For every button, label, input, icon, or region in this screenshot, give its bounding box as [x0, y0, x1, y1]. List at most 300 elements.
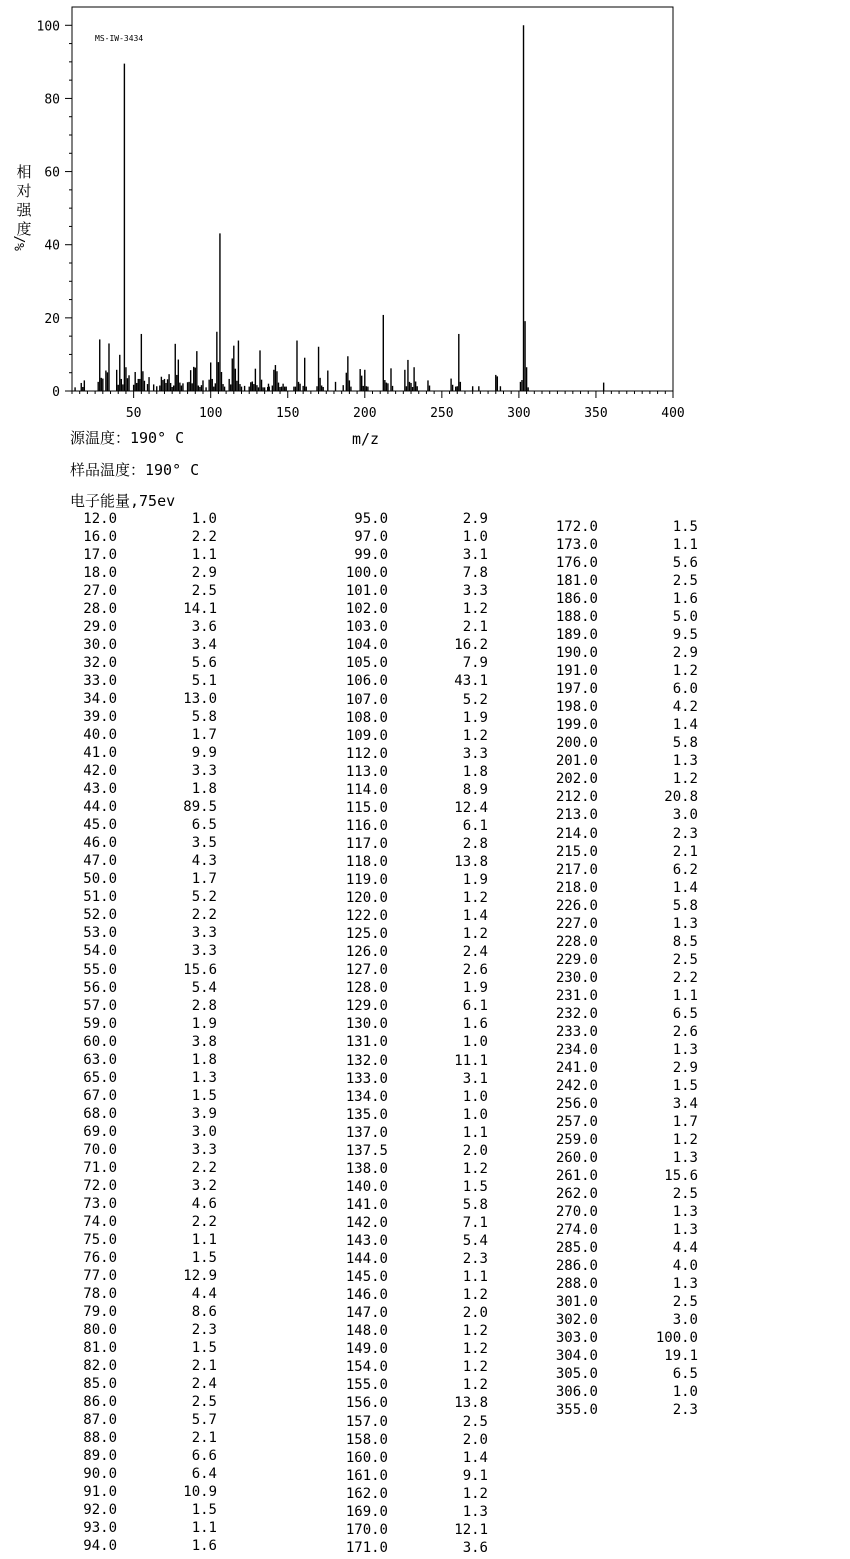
peak-mz: 218.0 — [555, 879, 598, 896]
peak-mz: 97.0 — [354, 529, 388, 546]
peak-row — [0, 1023, 850, 1041]
peak-row — [0, 1041, 850, 1059]
peak-row — [0, 825, 850, 843]
plot-frame — [72, 7, 673, 391]
peak-mz: 116.0 — [345, 817, 388, 834]
peak-mz: 52.0 — [83, 907, 117, 924]
peak-mz: 119.0 — [345, 872, 388, 888]
peak-intensity: 2.9 — [462, 511, 488, 527]
peak-intensity: 5.8 — [191, 709, 217, 726]
peak-intensity: 2.2 — [191, 1213, 217, 1230]
peak-mz: 257.0 — [555, 1113, 598, 1130]
peak-mz: 99.0 — [354, 547, 388, 564]
peak-intensity: 2.5 — [462, 1413, 488, 1430]
peak-row — [0, 644, 850, 662]
peak-mz: 16.0 — [83, 529, 117, 546]
peak-row — [0, 1503, 850, 1521]
peak-row — [0, 1275, 850, 1293]
peak-mz: 91.0 — [83, 1484, 117, 1501]
peak-mz: 173.0 — [555, 537, 598, 554]
peak-mz: 85.0 — [83, 1375, 117, 1392]
peak-mz: 115.0 — [345, 799, 388, 816]
peak-mz: 78.0 — [83, 1285, 117, 1302]
peak-intensity: 1.3 — [672, 1204, 698, 1221]
peak-intensity: 1.2 — [462, 601, 488, 618]
peak-mz: 146.0 — [345, 1287, 388, 1304]
peak-mz: 233.0 — [555, 1023, 598, 1040]
peak-mz: 126.0 — [345, 944, 388, 961]
peak-intensity: 1.5 — [462, 1178, 488, 1195]
peak-intensity: 5.4 — [462, 1233, 488, 1249]
peak-mz: 122.0 — [345, 908, 388, 925]
peak-intensity: 1.1 — [191, 1520, 217, 1537]
peak-intensity: 4.2 — [672, 699, 698, 716]
peak-mz: 147.0 — [345, 1305, 388, 1322]
peak-mz: 305.0 — [555, 1366, 598, 1383]
peak-mz: 144.0 — [345, 1251, 388, 1268]
peak-intensity: 1.2 — [672, 663, 698, 680]
peak-row — [0, 969, 850, 987]
peak-mz: 241.0 — [555, 1059, 598, 1076]
peak-mz: 143.0 — [345, 1233, 388, 1249]
peak-intensity: 6.1 — [462, 817, 488, 834]
peak-intensity: 1.7 — [672, 1113, 698, 1130]
peak-row — [0, 662, 850, 680]
y-tick-label: 80 — [44, 92, 60, 108]
peak-mz: 125.0 — [345, 926, 388, 943]
peak-mz: 70.0 — [83, 1141, 117, 1158]
peak-mz: 231.0 — [555, 987, 598, 1004]
peak-mz: 89.0 — [83, 1448, 117, 1465]
peak-intensity: 3.1 — [462, 1070, 488, 1087]
peak-intensity: 2.3 — [672, 1402, 698, 1419]
peak-intensity: 3.6 — [191, 619, 217, 636]
peak-row — [0, 1167, 850, 1185]
peak-row — [0, 698, 850, 716]
peak-intensity: 4.3 — [191, 853, 217, 870]
peak-row — [0, 554, 850, 572]
peak-row — [0, 1521, 850, 1539]
peak-intensity: 2.0 — [462, 1305, 488, 1322]
peak-intensity: 1.2 — [462, 890, 488, 907]
peak-intensity: 2.5 — [672, 1186, 698, 1203]
mass-spectrum-chart — [0, 0, 850, 455]
peak-mz: 234.0 — [555, 1041, 598, 1058]
peak-intensity: 1.0 — [462, 529, 488, 546]
peak-mz: 86.0 — [83, 1393, 117, 1410]
peak-intensity: 14.1 — [183, 601, 217, 618]
peak-mz: 301.0 — [555, 1294, 598, 1311]
peak-mz: 286.0 — [555, 1258, 598, 1275]
peak-mz: 112.0 — [345, 745, 388, 762]
peak-mz: 113.0 — [345, 763, 388, 780]
peak-intensity: 1.6 — [191, 1538, 217, 1555]
peak-intensity: 1.5 — [191, 1339, 217, 1356]
peak-intensity: 2.0 — [462, 1142, 488, 1159]
peak-mz: 197.0 — [555, 681, 598, 698]
peak-mz: 41.0 — [83, 745, 117, 762]
peak-row — [0, 1221, 850, 1239]
peak-mz: 128.0 — [345, 980, 388, 997]
peak-intensity: 5.8 — [672, 897, 698, 914]
peak-mz: 137.0 — [345, 1124, 388, 1141]
peak-mz: 259.0 — [555, 1132, 598, 1149]
electron-energy: 电子能量,75ev — [70, 492, 176, 510]
peak-mz: 30.0 — [83, 637, 117, 654]
peak-intensity: 1.6 — [462, 1016, 488, 1033]
peak-intensity: 5.8 — [462, 1196, 488, 1213]
peak-mz: 129.0 — [345, 998, 388, 1015]
peak-mz: 306.0 — [555, 1384, 598, 1401]
peak-row — [0, 788, 850, 806]
peak-mz: 198.0 — [555, 699, 598, 716]
peak-mz: 40.0 — [83, 727, 117, 744]
peak-intensity: 89.5 — [183, 799, 217, 816]
peak-intensity: 1.8 — [462, 763, 488, 780]
peak-intensity: 3.1 — [462, 547, 488, 564]
peak-mz: 302.0 — [555, 1312, 598, 1329]
peak-mz: 149.0 — [345, 1341, 388, 1358]
peak-intensity: 1.1 — [191, 1231, 217, 1248]
peak-mz: 127.0 — [345, 962, 388, 979]
x-tick-label: 300 — [507, 406, 531, 421]
peak-intensity: 1.4 — [462, 1449, 488, 1466]
peak-mz: 65.0 — [83, 1069, 117, 1086]
peak-intensity: 1.3 — [672, 915, 698, 932]
peak-intensity: 1.9 — [462, 872, 488, 888]
y-tick-label: 0 — [52, 385, 60, 400]
peak-intensity: 13.8 — [454, 1395, 488, 1412]
peak-mz: 100.0 — [345, 565, 388, 582]
peak-mz: 103.0 — [345, 619, 388, 636]
peak-mz: 44.0 — [83, 799, 117, 816]
peak-mz: 161.0 — [345, 1467, 388, 1484]
peak-intensity: 6.6 — [191, 1448, 217, 1465]
peak-row — [0, 915, 850, 933]
peak-intensity: 3.3 — [191, 1141, 217, 1158]
peak-intensity: 2.3 — [462, 1251, 488, 1268]
peak-intensity: 6.0 — [672, 681, 698, 698]
peak-intensity: 1.5 — [191, 1502, 217, 1519]
peak-mz: 213.0 — [555, 807, 598, 824]
peak-mz: 170.0 — [345, 1521, 388, 1538]
peak-mz: 229.0 — [555, 951, 598, 968]
peak-intensity: 9.9 — [191, 745, 217, 762]
peak-mz: 76.0 — [83, 1249, 117, 1266]
peak-intensity: 2.9 — [672, 645, 698, 662]
peak-mz: 90.0 — [83, 1466, 117, 1483]
peak-mz: 135.0 — [345, 1106, 388, 1123]
peak-intensity: 3.8 — [191, 1033, 217, 1050]
peak-intensity: 2.8 — [462, 835, 488, 852]
peak-mz: 169.0 — [345, 1503, 388, 1520]
peak-mz: 79.0 — [83, 1303, 117, 1320]
peak-intensity: 3.9 — [191, 1105, 217, 1122]
peak-intensity: 2.5 — [191, 583, 217, 600]
peak-row — [0, 1449, 850, 1467]
peak-mz: 212.0 — [555, 789, 598, 806]
peak-intensity: 7.9 — [462, 655, 488, 672]
peak-intensity: 3.4 — [672, 1095, 698, 1112]
peak-mz: 141.0 — [345, 1196, 388, 1213]
peak-intensity: 5.8 — [672, 735, 698, 752]
peak-mz: 74.0 — [83, 1213, 117, 1230]
peak-mz: 186.0 — [555, 591, 598, 608]
peak-intensity: 3.3 — [191, 943, 217, 960]
peak-row — [0, 680, 850, 698]
peak-mz: 226.0 — [555, 897, 598, 914]
peak-intensity: 7.1 — [462, 1214, 488, 1231]
peak-row — [0, 879, 850, 897]
peak-intensity: 2.1 — [462, 619, 488, 636]
x-tick-label: 150 — [276, 406, 300, 421]
tick-labels — [37, 19, 685, 421]
peak-row — [0, 806, 850, 824]
peak-row — [0, 590, 850, 608]
peak-intensity: 13.8 — [454, 853, 488, 870]
x-tick-label: 250 — [430, 406, 454, 421]
peak-row — [0, 1239, 850, 1257]
source-temperature: 源温度：190° C — [70, 429, 185, 447]
peak-row — [0, 1149, 850, 1167]
peak-intensity: 2.8 — [191, 997, 217, 1014]
peak-intensity: 1.5 — [191, 1249, 217, 1266]
peak-mz: 28.0 — [83, 601, 117, 618]
peak-intensity: 4.4 — [672, 1240, 698, 1257]
peak-mz: 130.0 — [345, 1016, 388, 1033]
peak-intensity: 5.2 — [191, 889, 217, 906]
peak-intensity: 2.2 — [191, 907, 217, 924]
peak-mz: 190.0 — [555, 645, 598, 662]
peak-row — [0, 1113, 850, 1131]
peak-mz: 32.0 — [83, 655, 117, 672]
y-axis-label-char: 度 — [16, 220, 32, 238]
peak-mz: 29.0 — [83, 619, 117, 636]
peak-mz: 304.0 — [555, 1348, 598, 1365]
peak-intensity: 1.0 — [462, 1106, 488, 1123]
peak-intensity: 43.1 — [454, 673, 488, 690]
peak-intensity: 6.4 — [191, 1466, 217, 1483]
peak-intensity: 2.9 — [672, 1059, 698, 1076]
peak-mz: 54.0 — [83, 943, 117, 960]
peak-row — [0, 1311, 850, 1329]
peak-intensity: 8.6 — [191, 1303, 217, 1320]
peak-mz: 60.0 — [83, 1033, 117, 1050]
peak-intensity: 1.0 — [191, 511, 217, 527]
peak-intensity: 2.3 — [191, 1321, 217, 1338]
peak-intensity: 5.4 — [191, 979, 217, 996]
peak-mz: 145.0 — [345, 1269, 388, 1286]
peak-mz: 106.0 — [345, 673, 388, 690]
peak-mz: 69.0 — [83, 1123, 117, 1140]
peak-mz: 228.0 — [555, 933, 598, 950]
peak-row — [0, 536, 850, 554]
peak-row — [0, 626, 850, 644]
peak-mz: 114.0 — [345, 781, 388, 798]
peak-intensity: 1.2 — [462, 1377, 488, 1394]
peak-mz: 191.0 — [555, 663, 598, 680]
peak-intensity: 3.0 — [191, 1123, 217, 1140]
peak-intensity: 5.0 — [672, 609, 698, 626]
peak-row — [0, 933, 850, 951]
peak-row — [0, 770, 850, 788]
peak-mz: 12.0 — [83, 511, 117, 527]
peak-mz: 80.0 — [83, 1321, 117, 1338]
peak-mz: 140.0 — [345, 1178, 388, 1195]
peak-row — [0, 1431, 850, 1449]
peak-row — [0, 1203, 850, 1221]
peak-mz: 18.0 — [83, 565, 117, 582]
peak-mz: 274.0 — [555, 1222, 598, 1239]
peak-mz: 214.0 — [555, 825, 598, 842]
peak-mz: 232.0 — [555, 1005, 598, 1022]
peak-row — [0, 1467, 850, 1485]
peak-intensity: 1.3 — [672, 753, 698, 770]
peak-intensity: 6.5 — [672, 1005, 698, 1022]
peak-mz: 200.0 — [555, 735, 598, 752]
peak-intensity: 2.1 — [191, 1430, 217, 1447]
peak-mz: 104.0 — [345, 637, 388, 654]
peak-intensity: 1.2 — [462, 1485, 488, 1502]
peak-intensity: 6.2 — [672, 861, 698, 878]
peak-intensity: 1.3 — [462, 1503, 488, 1520]
peak-mz: 63.0 — [83, 1051, 117, 1068]
peak-row — [0, 734, 850, 752]
peak-intensity: 1.5 — [672, 1077, 698, 1094]
peak-intensity: 1.9 — [191, 1015, 217, 1032]
peak-intensity: 3.0 — [672, 1312, 698, 1329]
peak-intensity: 2.1 — [672, 843, 698, 860]
peak-mz: 39.0 — [83, 709, 117, 726]
peak-intensity: 3.3 — [191, 763, 217, 780]
peak-intensity: 3.3 — [462, 745, 488, 762]
peak-intensity: 3.4 — [191, 637, 217, 654]
peak-intensity: 1.2 — [462, 1341, 488, 1358]
peak-intensity: 6.5 — [191, 817, 217, 834]
peak-intensity: 1.6 — [672, 591, 698, 608]
peak-mz: 138.0 — [345, 1160, 388, 1177]
peak-mz: 87.0 — [83, 1412, 117, 1428]
peak-mz: 120.0 — [345, 890, 388, 907]
peak-mz: 201.0 — [555, 753, 598, 770]
peak-mz: 262.0 — [555, 1186, 598, 1203]
peak-intensity: 12.9 — [183, 1267, 217, 1284]
peak-mz: 260.0 — [555, 1150, 598, 1167]
peak-intensity: 12.1 — [454, 1521, 488, 1538]
peak-intensity: 1.4 — [672, 717, 698, 734]
peak-mz: 17.0 — [83, 547, 117, 564]
peak-mz: 45.0 — [83, 817, 117, 834]
peak-row — [0, 861, 850, 879]
peak-intensity: 1.1 — [462, 1269, 488, 1286]
peak-intensity: 8.5 — [672, 933, 698, 950]
peak-mz: 71.0 — [83, 1159, 117, 1176]
axis-ticks — [65, 25, 673, 398]
peak-mz: 132.0 — [345, 1052, 388, 1069]
peak-intensity: 1.3 — [672, 1041, 698, 1058]
peak-intensity: 3.0 — [672, 807, 698, 824]
peak-mz: 55.0 — [83, 961, 117, 978]
peak-intensity: 19.1 — [664, 1348, 698, 1365]
peak-mz: 43.0 — [83, 781, 117, 798]
peak-mz: 158.0 — [345, 1431, 388, 1448]
peak-mz: 176.0 — [555, 555, 598, 572]
peak-intensity: 15.6 — [183, 961, 217, 978]
peak-row — [0, 1347, 850, 1365]
peak-mz: 93.0 — [83, 1520, 117, 1537]
peak-mz: 288.0 — [555, 1276, 598, 1293]
peak-intensity: 4.0 — [672, 1258, 698, 1275]
peak-intensity: 4.4 — [191, 1285, 217, 1302]
peak-intensity: 5.2 — [462, 691, 488, 708]
peak-mz: 92.0 — [83, 1502, 117, 1519]
peak-intensity: 3.6 — [462, 1539, 488, 1556]
y-axis-label — [13, 163, 32, 251]
peak-intensity: 1.3 — [672, 1276, 698, 1293]
peak-intensity: 1.4 — [462, 908, 488, 925]
peak-intensity: 1.0 — [462, 1034, 488, 1051]
peak-intensity: 6.1 — [462, 998, 488, 1015]
peak-mz: 101.0 — [345, 583, 388, 600]
peak-mz: 285.0 — [555, 1240, 598, 1257]
peak-mz: 157.0 — [345, 1413, 388, 1430]
peak-row — [0, 1293, 850, 1311]
peak-intensity: 16.2 — [454, 637, 488, 654]
peak-row — [0, 951, 850, 969]
peak-intensity: 2.1 — [191, 1357, 217, 1374]
peak-mz: 77.0 — [83, 1267, 117, 1284]
peak-mz: 137.5 — [345, 1142, 388, 1159]
peak-intensity: 2.4 — [191, 1375, 217, 1392]
peak-intensity: 12.4 — [454, 799, 488, 816]
peak-mz: 95.0 — [354, 511, 388, 527]
peak-mz: 88.0 — [83, 1430, 117, 1447]
peak-intensity: 1.2 — [672, 1132, 698, 1149]
peak-mz: 171.0 — [345, 1539, 388, 1556]
peak-row — [0, 572, 850, 590]
peak-row — [0, 1365, 850, 1383]
peak-mz: 156.0 — [345, 1395, 388, 1412]
peak-mz: 59.0 — [83, 1015, 117, 1032]
peak-mz: 51.0 — [83, 889, 117, 906]
peak-intensity: 2.5 — [191, 1393, 217, 1410]
peak-intensity: 2.5 — [672, 951, 698, 968]
peak-row — [0, 1383, 850, 1401]
peak-intensity: 5.6 — [672, 555, 698, 572]
x-tick-label: 200 — [353, 406, 377, 421]
peak-mz: 242.0 — [555, 1077, 598, 1094]
peak-intensity: 2.9 — [191, 565, 217, 582]
peak-row — [0, 987, 850, 1005]
peak-row — [0, 1401, 850, 1419]
x-axis-label: m/z — [352, 430, 380, 448]
y-tick-label: 60 — [44, 165, 60, 181]
y-axis-label-char: 对 — [16, 182, 32, 200]
peak-row — [0, 1095, 850, 1113]
peak-row — [0, 1485, 850, 1503]
peak-mz: 81.0 — [83, 1339, 117, 1356]
x-tick-label: 400 — [661, 406, 685, 421]
peak-mz: 189.0 — [555, 627, 598, 644]
peak-mz: 94.0 — [83, 1538, 117, 1555]
peak-intensity: 3.5 — [191, 835, 217, 852]
peak-intensity: 2.0 — [462, 1431, 488, 1448]
peak-intensity: 1.0 — [672, 1384, 698, 1401]
peak-intensity: 1.2 — [462, 926, 488, 943]
peak-mz: 33.0 — [83, 673, 117, 690]
y-axis-label-char: 相 — [16, 163, 32, 181]
peak-intensity: 1.3 — [191, 1069, 217, 1086]
